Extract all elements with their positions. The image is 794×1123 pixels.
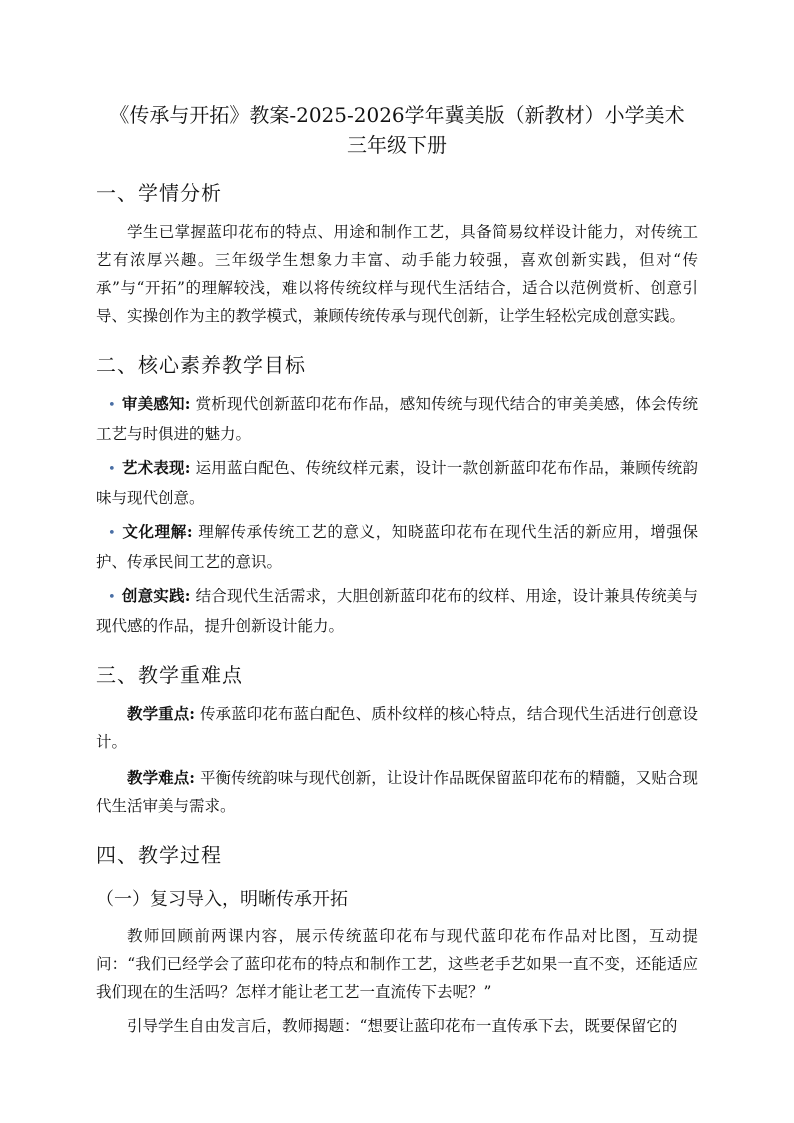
bullet-icon: • xyxy=(108,462,116,477)
key-point-label: 教学重点: xyxy=(127,704,195,723)
goal-label: 创意实践: xyxy=(121,586,191,605)
key-point xyxy=(96,700,698,756)
bullet-icon: • xyxy=(108,590,116,605)
goal-label: 审美感知: xyxy=(121,394,191,413)
difficult-point-text: 平衡传统韵味与现代创新，让设计作品既保留蓝印花布的精髓，又贴合现代生活审美与需求。 xyxy=(96,769,698,815)
paragraph: 教师回顾前两课内容，展示传统蓝印花布与现代蓝印花布作品对比图，互动提问：“我们已经学会了蓝印花布的特点和制作工艺，这些老手艺如果一直不变，还能适应我们现在的生活吗？怎样才能让老工艺一直流传下去呢？” xyxy=(96,927,698,1001)
section-teaching-process xyxy=(96,840,698,1040)
section-heading: 一、学情分析 xyxy=(96,181,222,205)
goal-item xyxy=(96,582,698,640)
paragraph: 引导学生自由发言后，教师揭题：“想要让蓝印花布一直传承下去，既要保留它的 xyxy=(127,1017,678,1035)
goal-text: 理解传承传统工艺的意义，知晓蓝印花布在现代生活的新应用，增强保护、传承民间工艺的意识。 xyxy=(96,523,698,571)
difficult-point-label: 教学难点: xyxy=(127,768,195,787)
bullet-icon: • xyxy=(108,398,116,413)
goal-item xyxy=(96,454,698,512)
goal-text: 运用蓝白配色、传统纹样元素，设计一款创新蓝印花布作品，兼顾传统韵味与现代创意。 xyxy=(96,459,698,507)
key-point-text: 传承蓝印花布蓝白配色、质朴纹样的核心特点，结合现代生活进行创意设计。 xyxy=(96,705,698,751)
goal-item xyxy=(96,390,698,448)
goal-item xyxy=(96,518,698,576)
document-title xyxy=(96,100,698,160)
section-heading: 三、教学重难点 xyxy=(96,663,243,687)
paragraph: 学生已掌握蓝印花布的特点、用途和制作工艺，具备简易纹样设计能力，对传统工艺有浓厚兴趣。三年级学生想象力丰富、动手能力较强，喜欢创新实践，但对“传承”与“开拓”的理解较浅，难以将传统纹样与现代生活结合，适合以范例赏析、创意引导、实操创作为主的教学模式，兼顾传统传承与现代创新，让学生轻松完成创意实践。 xyxy=(96,223,698,325)
bullet-icon: • xyxy=(108,526,116,541)
goal-label: 艺术表现: xyxy=(121,458,191,477)
goal-text: 赏析现代创新蓝印花布作品，感知传统与现代结合的审美美感，体会传统工艺与时俱进的魅力。 xyxy=(96,395,698,443)
section-teaching-goals xyxy=(96,350,698,640)
title-line-1: 《传承与开拓》教案-2025-2026学年冀美版（新教材）小学美术 xyxy=(109,103,685,127)
goal-text: 结合现代生活需求，大胆创新蓝印花布的纹样、用途，设计兼具传统美与现代感的作品，提升创新设计能力。 xyxy=(96,587,698,635)
difficult-point xyxy=(96,764,698,820)
title-line-2: 三年级下册 xyxy=(347,133,447,157)
goal-label: 文化理解: xyxy=(121,522,193,541)
section-heading: 二、核心素养教学目标 xyxy=(96,353,306,377)
subsection-heading: （一）复习导入，明晰传承开拓 xyxy=(96,889,348,910)
section-heading: 四、教学过程 xyxy=(96,843,222,867)
section-key-difficult-points xyxy=(96,660,698,820)
section-learner-analysis xyxy=(96,178,698,330)
